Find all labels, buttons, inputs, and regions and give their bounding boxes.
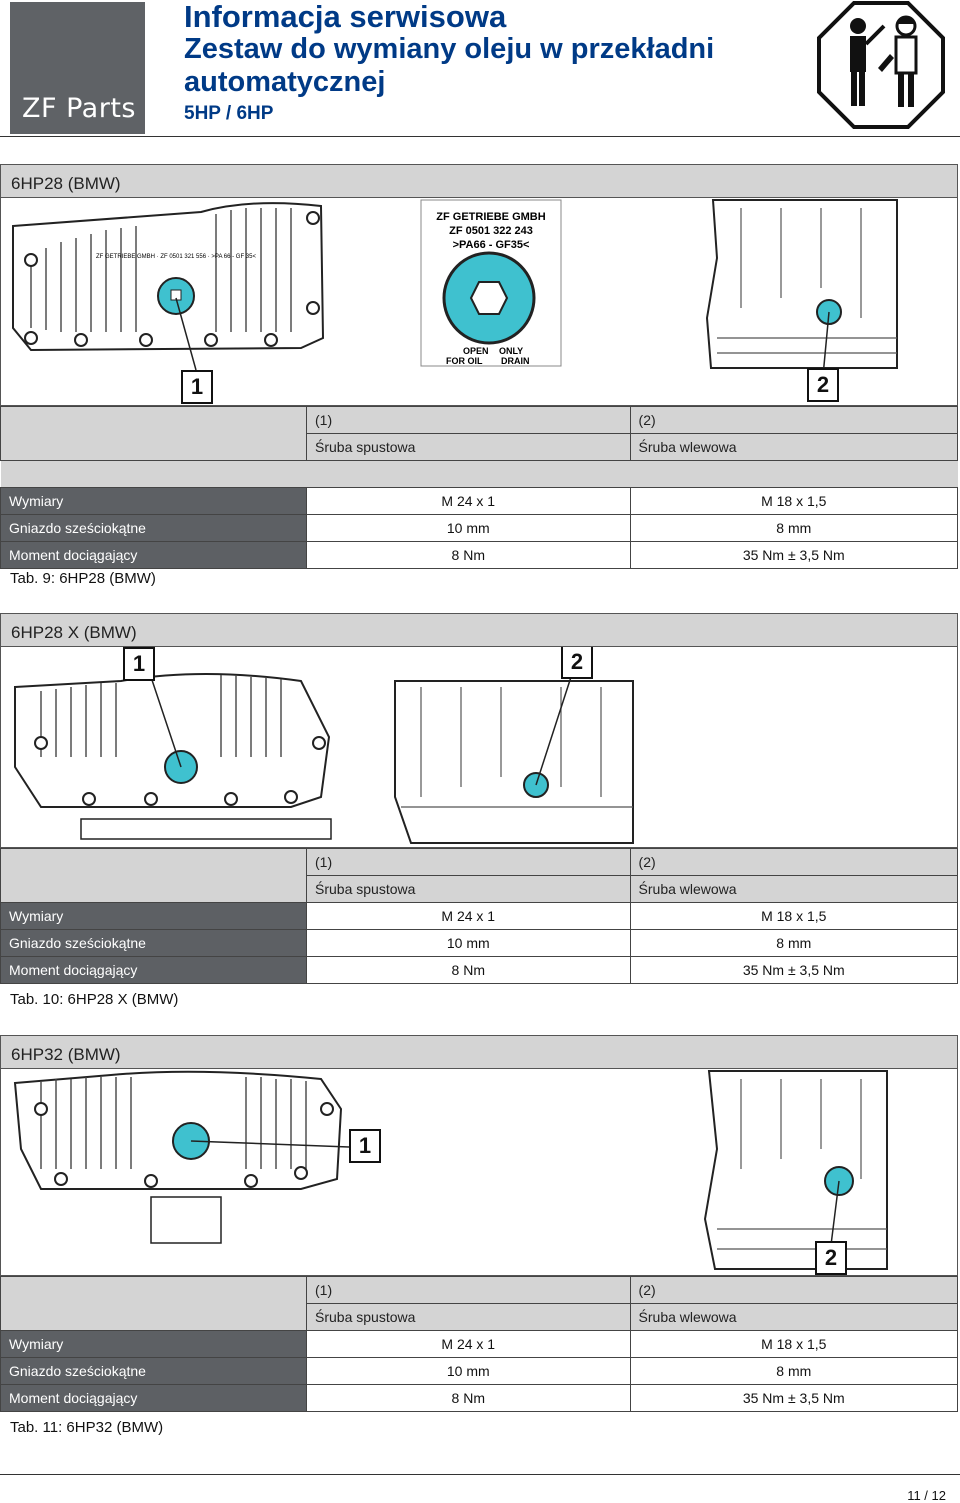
blank-cell	[1, 1277, 307, 1331]
figure-6hp32	[0, 1069, 958, 1276]
col1-name: Śruba spustowa	[307, 434, 631, 461]
value-torque-1: 8 Nm	[307, 542, 631, 569]
value-dim-2: M 18 x 1,5	[630, 903, 957, 930]
row-label-socket: Gniazdo sześciokątne	[1, 930, 307, 957]
subtitle-line-2: automatycznej	[184, 66, 386, 98]
col1-number: (1)	[307, 1277, 631, 1304]
table-caption: Tab. 11: 6HP32 (BMW)	[10, 1419, 164, 1436]
col2-number: (2)	[630, 849, 957, 876]
col2-name: Śruba wlewowa	[630, 1304, 957, 1331]
detail-label-maker: ZF GETRIEBE GMBH	[436, 211, 546, 223]
callout-2: 2	[561, 647, 593, 679]
model-label: 5HP / 6HP	[184, 103, 274, 124]
row-label-dim: Wymiary	[1, 903, 307, 930]
value-socket-1: 10 mm	[307, 1358, 631, 1385]
row-label-torque: Moment dociągający	[1, 957, 307, 984]
detail-label-open: OPEN	[463, 346, 489, 356]
row-label-dim: Wymiary	[1, 488, 307, 515]
logo-text: ZF Parts	[22, 93, 136, 124]
header-divider	[0, 136, 960, 137]
col1-number: (1)	[307, 849, 631, 876]
value-torque-1: 8 Nm	[307, 1385, 631, 1412]
value-dim-2: M 18 x 1,5	[630, 1331, 957, 1358]
section-title-6hp32: 6HP32 (BMW)	[0, 1035, 958, 1069]
blank-cell	[1, 407, 307, 461]
value-torque-2: 35 Nm ± 3,5 Nm	[630, 957, 957, 984]
value-dim-1: M 24 x 1	[307, 903, 631, 930]
value-dim-1: M 24 x 1	[307, 488, 631, 515]
header-titles	[184, 0, 804, 127]
footer-divider	[0, 1474, 960, 1475]
section-title-6hp28: 6HP28 (BMW)	[0, 164, 958, 198]
row-label-socket: Gniazdo sześciokątne	[1, 1358, 307, 1385]
value-torque-2: 35 Nm ± 3,5 Nm	[630, 542, 957, 569]
row-label-dim: Wymiary	[1, 1331, 307, 1358]
detail-label-part: ZF 0501 322 243	[449, 225, 533, 237]
callout-2: 2	[807, 368, 839, 402]
callout-1: 1	[123, 647, 155, 681]
value-socket-2: 8 mm	[630, 930, 957, 957]
value-socket-2: 8 mm	[630, 1358, 957, 1385]
detail-label-for-oil: FOR OIL	[446, 356, 483, 366]
value-dim-1: M 24 x 1	[307, 1331, 631, 1358]
figure-6hp28x	[0, 647, 958, 848]
value-torque-1: 8 Nm	[307, 957, 631, 984]
col1-name: Śruba spustowa	[307, 1304, 631, 1331]
figure-6hp28	[0, 198, 958, 406]
callout-2: 2	[815, 1241, 847, 1275]
row-label-socket: Gniazdo sześciokątne	[1, 515, 307, 542]
col2-number: (2)	[630, 1277, 957, 1304]
blank-cell	[1, 849, 307, 903]
col2-name: Śruba wlewowa	[630, 876, 957, 903]
value-dim-2: M 18 x 1,5	[630, 488, 957, 515]
value-socket-1: 10 mm	[307, 930, 631, 957]
spec-table-6hp28	[0, 406, 958, 569]
col2-number: (2)	[630, 407, 957, 434]
col1-number: (1)	[307, 407, 631, 434]
zf-parts-logo	[10, 2, 145, 134]
spec-table-6hp28x	[0, 848, 958, 984]
col2-name: Śruba wlewowa	[630, 434, 957, 461]
detail-label-drain: DRAIN	[501, 356, 530, 366]
row-label-torque: Moment dociągający	[1, 542, 307, 569]
row-label-torque: Moment dociągający	[1, 1385, 307, 1412]
page-title: Informacja serwisowa	[184, 0, 507, 34]
pan-label: ZF GETRIEBE GMBH · ZF 0501 321 556 · >PA 66 - GF 35<	[96, 254, 256, 260]
value-torque-2: 35 Nm ± 3,5 Nm	[630, 1385, 957, 1412]
detail-label-only: ONLY	[499, 346, 524, 356]
workshop-only-icon	[816, 0, 946, 130]
table-caption: Tab. 10: 6HP28 X (BMW)	[10, 991, 179, 1008]
callout-1: 1	[349, 1129, 381, 1163]
value-socket-2: 8 mm	[630, 515, 957, 542]
table-caption: Tab. 9: 6HP28 (BMW)	[10, 570, 156, 587]
spec-table-6hp32	[0, 1276, 958, 1412]
subtitle-line-1: Zestaw do wymiany oleju w przekładni	[184, 33, 715, 65]
detail-label-material: >PA66 - GF35<	[452, 239, 530, 251]
col1-name: Śruba spustowa	[307, 876, 631, 903]
section-title-6hp28x: 6HP28 X (BMW)	[0, 613, 958, 647]
callout-1: 1	[181, 370, 213, 404]
page-number: 11 / 12	[907, 1488, 946, 1503]
value-socket-1: 10 mm	[307, 515, 631, 542]
